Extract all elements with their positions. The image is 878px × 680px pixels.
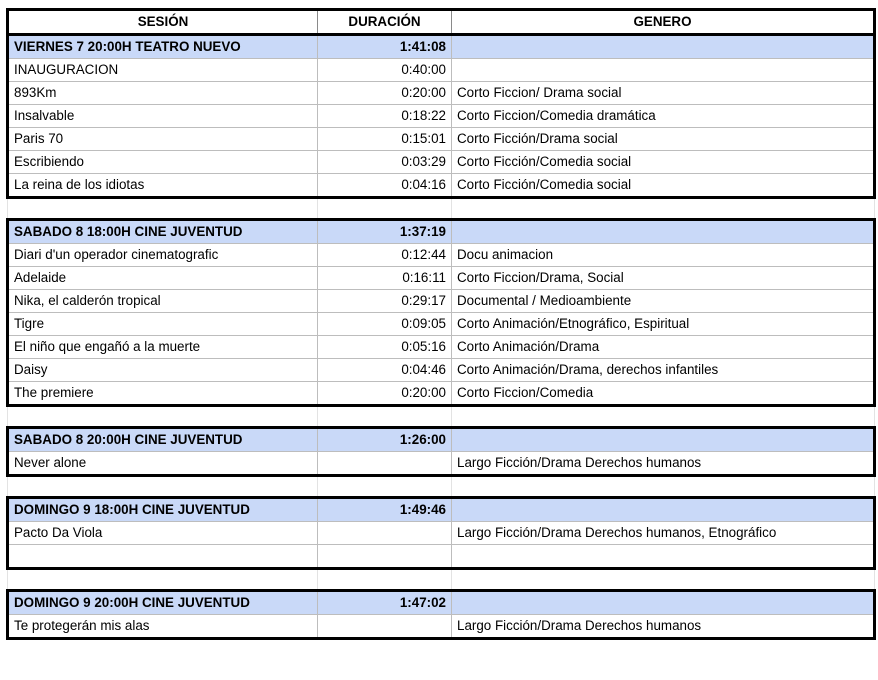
film-genre-cell[interactable]: Documental / Medioambiente — [452, 290, 875, 313]
film-title-cell[interactable]: Diari d'un operador cinematografic — [8, 244, 318, 267]
empty-cell[interactable] — [318, 406, 452, 428]
table-row — [8, 128, 875, 151]
film-duration-cell[interactable] — [318, 452, 452, 476]
film-title-cell[interactable]: Nika, el calderón tropical — [8, 290, 318, 313]
film-genre-cell[interactable]: Corto Animación/Drama, derechos infantiles — [452, 359, 875, 382]
film-title-cell[interactable]: Adelaide — [8, 267, 318, 290]
schedule-table — [6, 8, 876, 640]
film-duration-cell[interactable]: 0:40:00 — [318, 59, 452, 82]
film-genre-cell[interactable]: Corto Ficción/Comedia social — [452, 174, 875, 198]
empty-cell[interactable] — [318, 569, 452, 591]
empty-cell[interactable] — [452, 406, 875, 428]
table-row — [8, 174, 875, 198]
column-header-sesion[interactable]: SESIÓN — [8, 10, 318, 35]
table-row — [8, 244, 875, 267]
film-title-cell[interactable]: El niño que engañó a la muerte — [8, 336, 318, 359]
session-genre-cell[interactable] — [452, 35, 875, 59]
film-title-cell[interactable]: Te protegerán mis alas — [8, 615, 318, 639]
film-duration-cell[interactable] — [318, 522, 452, 545]
film-genre-cell[interactable]: Corto Ficcion/ Drama social — [452, 82, 875, 105]
empty-cell[interactable] — [8, 198, 318, 220]
film-duration-cell[interactable]: 0:20:00 — [318, 82, 452, 105]
film-title-cell[interactable]: 893Km — [8, 82, 318, 105]
film-genre-cell[interactable]: Corto Animación/Etnográfico, Espiritual — [452, 313, 875, 336]
table-row — [8, 267, 875, 290]
session-gap-row — [8, 569, 875, 591]
session-total-duration-cell[interactable]: 1:26:00 — [318, 428, 452, 452]
film-duration-cell[interactable] — [318, 615, 452, 639]
film-genre-cell[interactable] — [452, 545, 875, 569]
film-genre-cell[interactable]: Largo Ficción/Drama Derechos humanos — [452, 615, 875, 639]
session-title-cell[interactable]: DOMINGO 9 18:00H CINE JUVENTUD — [8, 498, 318, 522]
session-header-row — [8, 35, 875, 59]
empty-cell[interactable] — [452, 569, 875, 591]
film-duration-cell[interactable]: 0:12:44 — [318, 244, 452, 267]
empty-cell[interactable] — [8, 476, 318, 498]
film-genre-cell[interactable]: Corto Animación/Drama — [452, 336, 875, 359]
session-gap-row — [8, 198, 875, 220]
session-gap-row — [8, 406, 875, 428]
film-title-cell[interactable]: Escribiendo — [8, 151, 318, 174]
session-genre-cell[interactable] — [452, 220, 875, 244]
film-duration-cell[interactable]: 0:15:01 — [318, 128, 452, 151]
session-total-duration-cell[interactable]: 1:47:02 — [318, 591, 452, 615]
session-genre-cell[interactable] — [452, 498, 875, 522]
table-row — [8, 522, 875, 545]
session-total-duration-cell[interactable]: 1:49:46 — [318, 498, 452, 522]
film-title-cell[interactable]: Never alone — [8, 452, 318, 476]
session-total-duration-cell[interactable]: 1:37:19 — [318, 220, 452, 244]
session-title-cell[interactable]: DOMINGO 9 20:00H CINE JUVENTUD — [8, 591, 318, 615]
session-total-duration-cell[interactable]: 1:41:08 — [318, 35, 452, 59]
film-title-cell[interactable]: Pacto Da Viola — [8, 522, 318, 545]
session-gap-row — [8, 476, 875, 498]
table-row — [8, 313, 875, 336]
session-genre-cell[interactable] — [452, 428, 875, 452]
table-row — [8, 382, 875, 406]
session-title-cell[interactable]: VIERNES 7 20:00H TEATRO NUEVO — [8, 35, 318, 59]
film-genre-cell[interactable]: Corto Ficcion/Drama, Social — [452, 267, 875, 290]
session-header-row — [8, 498, 875, 522]
table-row — [8, 290, 875, 313]
table-row — [8, 545, 875, 569]
film-duration-cell[interactable]: 0:09:05 — [318, 313, 452, 336]
film-duration-cell[interactable]: 0:16:11 — [318, 267, 452, 290]
film-genre-cell[interactable]: Corto Ficción/Drama social — [452, 128, 875, 151]
film-genre-cell[interactable]: Corto Ficcion/Comedia — [452, 382, 875, 406]
session-title-cell[interactable]: SABADO 8 20:00H CINE JUVENTUD — [8, 428, 318, 452]
table-row — [8, 82, 875, 105]
film-duration-cell[interactable]: 0:04:46 — [318, 359, 452, 382]
column-header-genero[interactable]: GENERO — [452, 10, 875, 35]
column-header-row — [8, 10, 875, 35]
session-header-row — [8, 591, 875, 615]
film-title-cell[interactable]: Insalvable — [8, 105, 318, 128]
column-header-duracion[interactable]: DURACIÓN — [318, 10, 452, 35]
session-genre-cell[interactable] — [452, 591, 875, 615]
film-duration-cell[interactable] — [318, 545, 452, 569]
film-genre-cell[interactable] — [452, 59, 875, 82]
empty-cell[interactable] — [318, 476, 452, 498]
table-row — [8, 59, 875, 82]
empty-cell[interactable] — [452, 198, 875, 220]
film-title-cell[interactable]: The premiere — [8, 382, 318, 406]
film-genre-cell[interactable]: Largo Ficción/Drama Derechos humanos, Etnográfico — [452, 522, 875, 545]
film-genre-cell[interactable]: Docu animacion — [452, 244, 875, 267]
table-row — [8, 105, 875, 128]
film-duration-cell[interactable]: 0:18:22 — [318, 105, 452, 128]
empty-cell[interactable] — [318, 198, 452, 220]
film-title-cell[interactable] — [8, 545, 318, 569]
empty-cell[interactable] — [8, 569, 318, 591]
film-duration-cell[interactable]: 0:29:17 — [318, 290, 452, 313]
table-row — [8, 336, 875, 359]
film-title-cell[interactable]: Paris 70 — [8, 128, 318, 151]
schedule-body — [8, 35, 875, 639]
film-title-cell[interactable]: La reina de los idiotas — [8, 174, 318, 198]
film-genre-cell[interactable]: Largo Ficción/Drama Derechos humanos — [452, 452, 875, 476]
film-title-cell[interactable]: Daisy — [8, 359, 318, 382]
film-title-cell[interactable]: Tigre — [8, 313, 318, 336]
film-genre-cell[interactable]: Corto Ficción/Comedia social — [452, 151, 875, 174]
film-duration-cell[interactable]: 0:03:29 — [318, 151, 452, 174]
film-title-cell[interactable]: INAUGURACION — [8, 59, 318, 82]
table-row — [8, 452, 875, 476]
session-header-row — [8, 220, 875, 244]
film-duration-cell[interactable]: 0:20:00 — [318, 382, 452, 406]
empty-cell[interactable] — [452, 476, 875, 498]
table-row — [8, 151, 875, 174]
film-duration-cell[interactable]: 0:05:16 — [318, 336, 452, 359]
session-header-row — [8, 428, 875, 452]
empty-cell[interactable] — [8, 406, 318, 428]
film-duration-cell[interactable]: 0:04:16 — [318, 174, 452, 198]
session-title-cell[interactable]: SABADO 8 18:00H CINE JUVENTUD — [8, 220, 318, 244]
table-row — [8, 615, 875, 639]
table-row — [8, 359, 875, 382]
film-genre-cell[interactable]: Corto Ficcion/Comedia dramática — [452, 105, 875, 128]
